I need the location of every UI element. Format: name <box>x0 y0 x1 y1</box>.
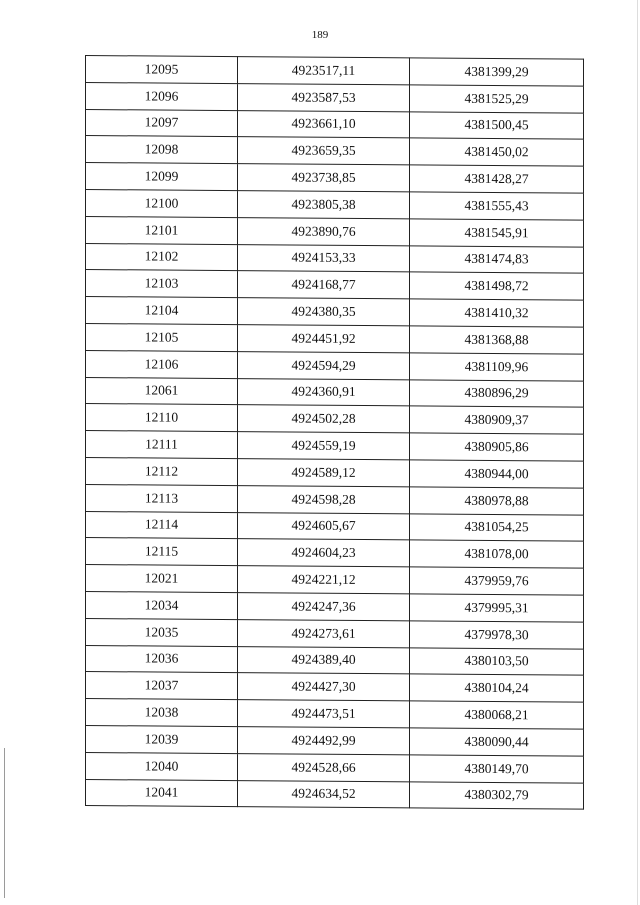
table-row <box>86 270 584 300</box>
y-coordinate-cell: 4381474,83 <box>410 245 584 273</box>
x-coordinate-cell: 4923890,76 <box>238 217 410 245</box>
coordinates-table-container <box>85 55 583 810</box>
point-number-cell: 12101 <box>86 216 238 244</box>
point-number-cell: 12061 <box>86 377 238 405</box>
y-coordinate-cell: 4380149,70 <box>410 755 584 783</box>
x-coordinate-cell: 4924221,12 <box>238 566 410 594</box>
point-number-cell: 12040 <box>86 752 238 780</box>
table-row <box>86 538 584 568</box>
point-number-cell: 12113 <box>86 484 238 512</box>
x-coordinate-cell: 4923738,85 <box>238 164 410 192</box>
table-row <box>86 243 584 273</box>
y-coordinate-cell: 4381525,29 <box>410 85 584 113</box>
y-coordinate-cell: 4381555,43 <box>410 192 584 220</box>
table-row <box>86 591 584 621</box>
y-coordinate-cell: 4379995,31 <box>410 594 584 622</box>
y-coordinate-cell: 4381109,96 <box>410 353 584 381</box>
table-row <box>86 350 584 380</box>
point-number-cell: 12037 <box>86 672 238 700</box>
y-coordinate-cell: 4380104,24 <box>410 674 584 702</box>
scan-margin-mark <box>4 748 5 898</box>
point-number-cell: 12096 <box>86 82 238 110</box>
x-coordinate-cell: 4924153,33 <box>238 244 410 272</box>
table-row <box>86 752 584 782</box>
x-coordinate-cell: 4924473,51 <box>238 700 410 728</box>
table-row <box>86 136 584 166</box>
x-coordinate-cell: 4924594,29 <box>238 351 410 379</box>
point-number-cell: 12115 <box>86 538 238 566</box>
point-number-cell: 12035 <box>86 618 238 646</box>
y-coordinate-cell: 4381450,02 <box>410 138 584 166</box>
table-row <box>86 56 584 86</box>
y-coordinate-cell: 4380068,21 <box>410 701 584 729</box>
x-coordinate-cell: 4924598,28 <box>238 485 410 513</box>
table-row <box>86 163 584 193</box>
y-coordinate-cell: 4381078,00 <box>410 540 584 568</box>
x-coordinate-cell: 4923587,53 <box>238 83 410 111</box>
table-row <box>86 297 584 327</box>
y-coordinate-cell: 4380090,44 <box>410 728 584 756</box>
point-number-cell: 12041 <box>86 779 238 807</box>
y-coordinate-cell: 4381428,27 <box>410 165 584 193</box>
table-row <box>86 645 584 675</box>
table-row <box>86 109 584 139</box>
x-coordinate-cell: 4924360,91 <box>238 378 410 406</box>
x-coordinate-cell: 4924380,35 <box>238 298 410 326</box>
table-row <box>86 82 584 112</box>
x-coordinate-cell: 4924559,19 <box>238 432 410 460</box>
point-number-cell: 12110 <box>86 404 238 432</box>
x-coordinate-cell: 4924502,28 <box>238 405 410 433</box>
table-row <box>86 431 584 461</box>
table-row <box>86 699 584 729</box>
table-row <box>86 216 584 246</box>
point-number-cell: 12038 <box>86 699 238 727</box>
y-coordinate-cell: 4381500,45 <box>410 111 584 139</box>
point-number-cell: 12112 <box>86 457 238 485</box>
table-row <box>86 672 584 702</box>
x-coordinate-cell: 4924273,61 <box>238 619 410 647</box>
point-number-cell: 12039 <box>86 725 238 753</box>
table-row <box>86 377 584 407</box>
y-coordinate-cell: 4381054,25 <box>410 513 584 541</box>
point-number-cell: 12102 <box>86 243 238 271</box>
table-row <box>86 618 584 648</box>
x-coordinate-cell: 4924589,12 <box>238 459 410 487</box>
y-coordinate-cell: 4380905,86 <box>410 433 584 461</box>
y-coordinate-cell: 4379959,76 <box>410 567 584 595</box>
y-coordinate-cell: 4381399,29 <box>410 58 584 86</box>
y-coordinate-cell: 4381410,32 <box>410 299 584 327</box>
point-number-cell: 12034 <box>86 591 238 619</box>
x-coordinate-cell: 4924604,23 <box>238 539 410 567</box>
page-number: 189 <box>311 29 329 41</box>
coordinates-table <box>85 55 584 810</box>
table-row <box>86 404 584 434</box>
table-row <box>86 457 584 487</box>
point-number-cell: 12097 <box>86 109 238 137</box>
x-coordinate-cell: 4924451,92 <box>238 325 410 353</box>
y-coordinate-cell: 4380302,79 <box>410 781 584 809</box>
x-coordinate-cell: 4923805,38 <box>238 191 410 219</box>
table-row <box>86 565 584 595</box>
point-number-cell: 12106 <box>86 350 238 378</box>
y-coordinate-cell: 4380944,00 <box>410 460 584 488</box>
y-coordinate-cell: 4379978,30 <box>410 621 584 649</box>
table-row <box>86 484 584 514</box>
table-row <box>86 189 584 219</box>
x-coordinate-cell: 4924389,40 <box>238 646 410 674</box>
point-number-cell: 12036 <box>86 645 238 673</box>
table-row <box>86 779 584 809</box>
x-coordinate-cell: 4924247,36 <box>238 593 410 621</box>
point-number-cell: 12104 <box>86 297 238 325</box>
x-coordinate-cell: 4923661,10 <box>238 110 410 138</box>
point-number-cell: 12099 <box>86 163 238 191</box>
y-coordinate-cell: 4380978,88 <box>410 487 584 515</box>
page-edge-line <box>637 0 638 905</box>
y-coordinate-cell: 4380103,50 <box>410 647 584 675</box>
point-number-cell: 12095 <box>86 56 238 84</box>
x-coordinate-cell: 4924528,66 <box>238 753 410 781</box>
point-number-cell: 12111 <box>86 431 238 459</box>
point-number-cell: 12100 <box>86 189 238 217</box>
y-coordinate-cell: 4381545,91 <box>410 219 584 247</box>
x-coordinate-cell: 4923659,35 <box>238 137 410 165</box>
point-number-cell: 12103 <box>86 270 238 298</box>
x-coordinate-cell: 4924168,77 <box>238 271 410 299</box>
table-row <box>86 725 584 755</box>
table-row <box>86 511 584 541</box>
x-coordinate-cell: 4924492,99 <box>238 727 410 755</box>
y-coordinate-cell: 4380896,29 <box>410 379 584 407</box>
y-coordinate-cell: 4381368,88 <box>410 326 584 354</box>
point-number-cell: 12098 <box>86 136 238 164</box>
table-row <box>86 323 584 353</box>
x-coordinate-cell: 4924605,67 <box>238 512 410 540</box>
y-coordinate-cell: 4381498,72 <box>410 272 584 300</box>
point-number-cell: 12105 <box>86 323 238 351</box>
point-number-cell: 12021 <box>86 565 238 593</box>
point-number-cell: 12114 <box>86 511 238 539</box>
x-coordinate-cell: 4923517,11 <box>238 57 410 85</box>
x-coordinate-cell: 4924634,52 <box>238 780 410 808</box>
y-coordinate-cell: 4380909,37 <box>410 406 584 434</box>
x-coordinate-cell: 4924427,30 <box>238 673 410 701</box>
table-body <box>86 56 584 810</box>
